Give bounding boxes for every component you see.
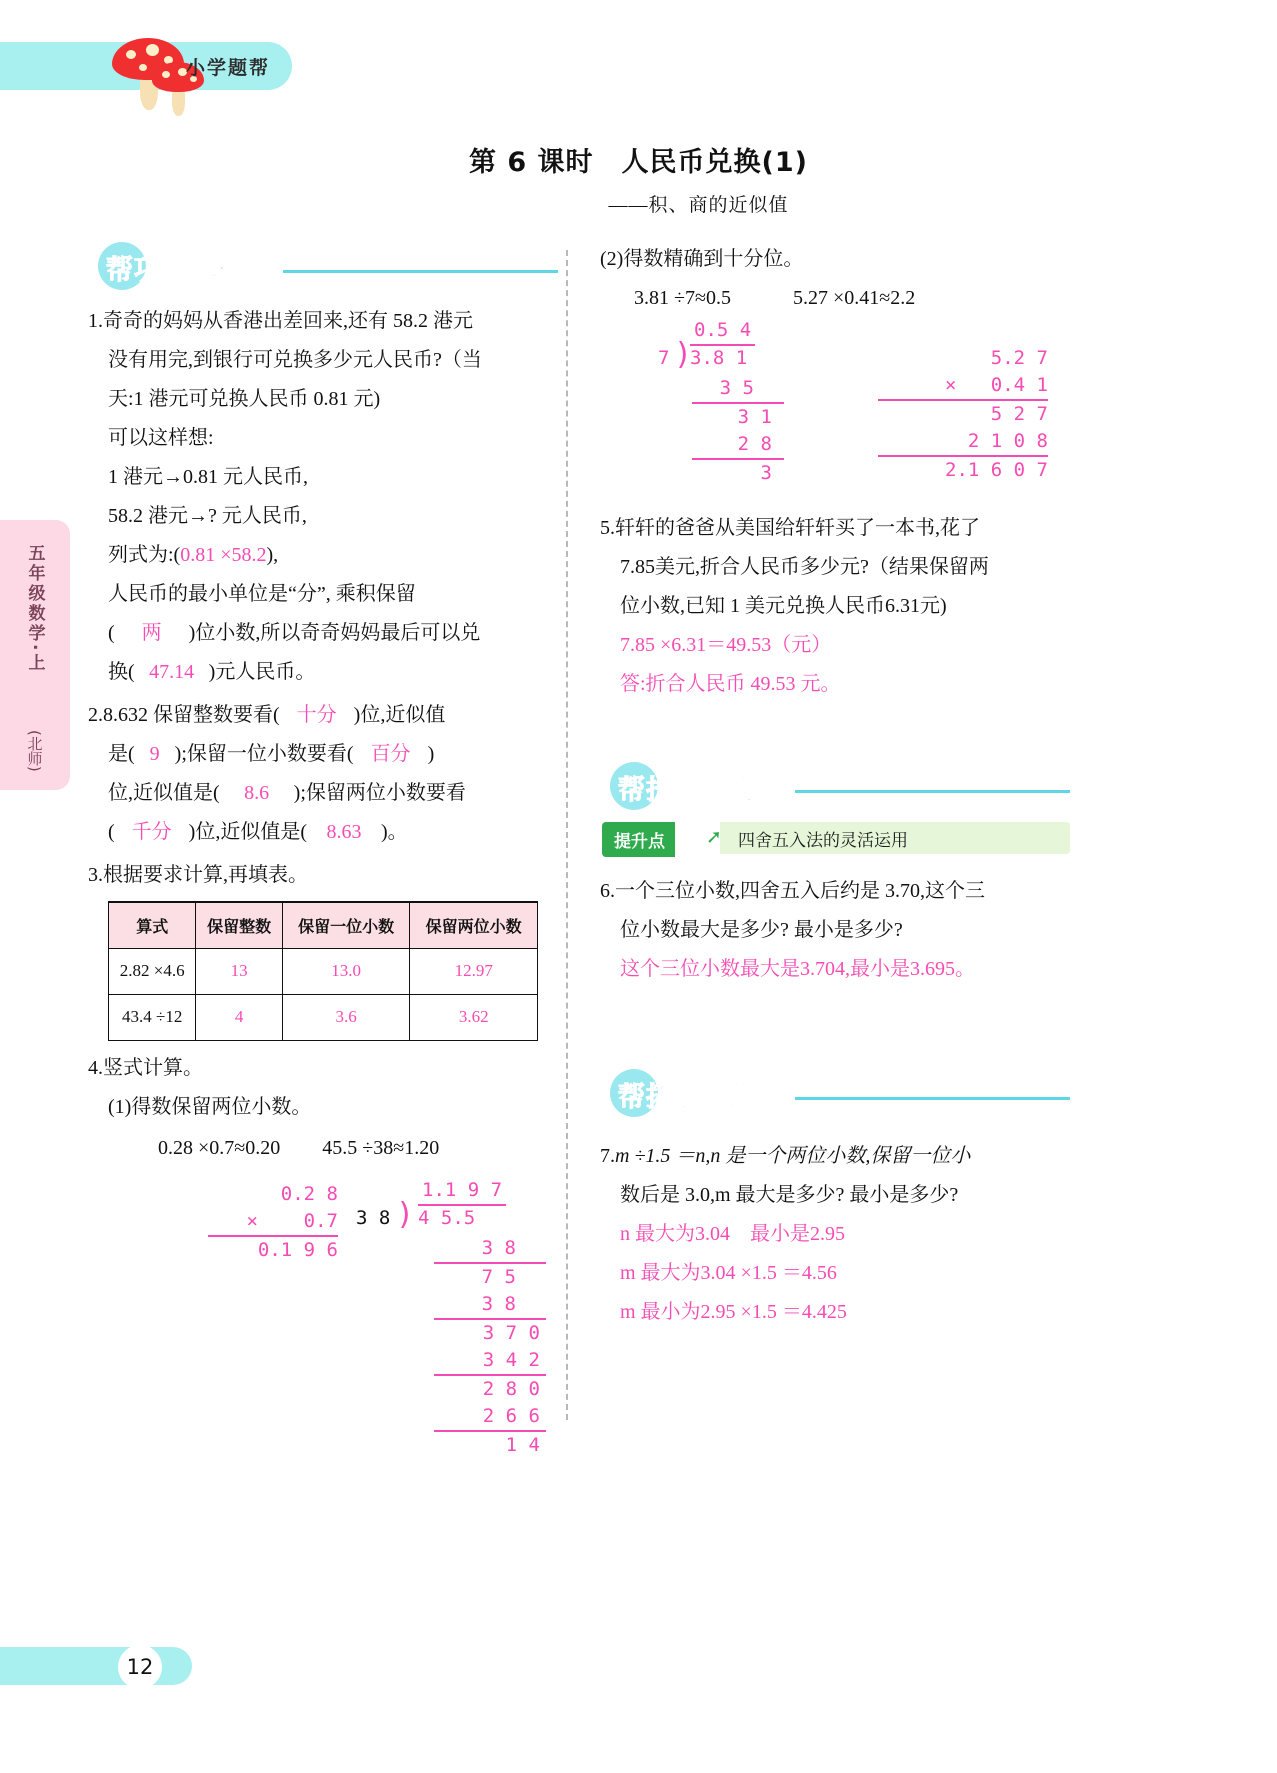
q2-p7: );保留两位小数要看 xyxy=(293,782,466,804)
section-header-expand xyxy=(600,1067,1070,1123)
brand-title: 小学题帮 xyxy=(186,57,271,79)
page-number: 12 xyxy=(118,1645,162,1689)
col-header-two-decimal: 保留两位小数 xyxy=(410,902,538,948)
right-column xyxy=(600,240,1070,1336)
table-row xyxy=(109,994,538,1040)
q2-p8: ( xyxy=(108,821,115,843)
cell-formula-1: 2.82 ×4.6 xyxy=(109,948,196,994)
q2-p4: );保留一位小数要看( xyxy=(174,743,354,765)
col-header-integer: 保留整数 xyxy=(196,902,282,948)
q4-expressions-row-2 xyxy=(634,281,1070,317)
q4-expr3-pre: 3.81 ÷7≈ xyxy=(634,287,706,309)
q4-div1-step1: 3 8 xyxy=(434,1235,546,1264)
q4-mult2-line3: 5 2 7 xyxy=(878,399,1048,428)
question-4 xyxy=(88,1049,558,1127)
side-tab xyxy=(0,520,70,790)
question-5 xyxy=(600,509,1070,704)
q4-mult2-line2: × 0.4 1 xyxy=(945,374,1048,396)
q7-line2: 数后是 3.0,m 最大是多少? 最小是多少? xyxy=(620,1184,959,1206)
q1-answer-decimals: 两 xyxy=(141,622,162,644)
q2-p2: )位,近似值 xyxy=(353,704,446,726)
q4-div2-step1: 3 5 xyxy=(692,375,784,404)
q4-div2-divisor: 7 xyxy=(658,347,670,369)
q5-line3: 位小数,已知 1 美元兑换人民币6.31元) xyxy=(620,595,947,617)
q4-expr1-answer: 0.20 xyxy=(245,1136,281,1159)
q4-number: 4. xyxy=(88,1056,103,1079)
q4-mult2-line1: 5.2 7 xyxy=(990,347,1048,369)
q4-mult1-block xyxy=(208,1181,338,1264)
q4-sub2-text: (2)得数精确到十分位。 xyxy=(600,248,804,270)
arrow-icon: ➚ xyxy=(706,827,722,848)
tip-bar xyxy=(602,822,1070,858)
q4-div1-divisor: 3 8 xyxy=(356,1206,391,1229)
q6-line2: 位小数最大是多少? 最小是多少? xyxy=(620,919,903,941)
cell-one-1: 13.0 xyxy=(282,948,410,994)
q4-expr4-pre: 5.27 ×0.41≈ xyxy=(792,287,891,309)
q4-mult1-line2: × 0.7 xyxy=(246,1209,338,1232)
question-1 xyxy=(88,302,558,692)
q1-answer-amount: 47.14 xyxy=(149,661,195,683)
q4-mult2-line4: 2 1 0 8 xyxy=(967,430,1048,452)
q2-p5: ) xyxy=(427,743,435,765)
footer-bar xyxy=(0,1647,192,1685)
q7-number: 7. xyxy=(600,1145,615,1167)
q2-answer-6: 8.63 xyxy=(326,821,362,843)
question-2 xyxy=(88,696,558,852)
q4-div1-step2: 7 5 xyxy=(481,1265,516,1288)
q4-div1-quotient: 1.1 9 7 xyxy=(418,1177,506,1206)
section-header-improve xyxy=(600,760,1070,816)
q1-number: 1. xyxy=(88,310,103,332)
q2-p3: 是( xyxy=(108,743,135,765)
column-divider xyxy=(566,250,568,1420)
q4-expr3-answer: 0.5 xyxy=(705,287,731,309)
q4-div1-step7: 2 6 6 xyxy=(434,1403,546,1432)
q6-answer: 这个三位小数最大是3.704,最小是3.695。 xyxy=(620,958,975,980)
section-rule xyxy=(795,790,1070,793)
q4-div1-step8: 1 4 xyxy=(505,1433,540,1456)
q1-line4: 可以这样想: xyxy=(108,427,214,449)
q5-answer-2: 答:折合人民币 49.53 元。 xyxy=(620,673,841,695)
q1-line9-pre: ( xyxy=(108,622,115,644)
q2-answer-5: 千分 xyxy=(131,821,172,843)
calculation-table xyxy=(108,901,538,1041)
q4-div1-step3: 3 8 xyxy=(434,1291,546,1320)
q3-text: 根据要求计算,再填表。 xyxy=(103,864,308,886)
cell-two-1: 12.97 xyxy=(410,948,538,994)
q4-expr2-answer: 1.20 xyxy=(404,1136,440,1159)
cell-int-1: 13 xyxy=(196,948,282,994)
q4-div2-dividend: 3.8 1 xyxy=(690,347,748,369)
q4-div1-bracket-icon: ) xyxy=(396,1196,415,1232)
section-title-improve: 帮提升能力 xyxy=(618,775,758,806)
q5-answer-1: 7.85 ×6.31＝49.53（元） xyxy=(620,634,832,656)
q1-line1: 奇奇的妈妈从香港出差回来,还有 58.2 港元 xyxy=(103,310,473,332)
side-tab-subject: 五年级数学·上 xyxy=(24,544,45,674)
q1-line10-pre: 换( xyxy=(108,661,135,683)
q1-answer-formula: 0.81 ×58.2 xyxy=(180,544,267,566)
q4-vertical-work-area-1 xyxy=(88,1177,558,1477)
q4-mult1-line1: 0.2 8 xyxy=(280,1182,338,1205)
section-title-expand: 帮拓展思维 xyxy=(618,1082,758,1113)
side-tab-edition: (北师) xyxy=(25,730,44,772)
q4-div2-step2: 3 1 xyxy=(737,406,772,428)
q4-vertical-work-area-2 xyxy=(600,317,1070,517)
q4-expr2-pre: 45.5 ÷38≈ xyxy=(322,1136,405,1159)
q4-div2-step3: 2 8 xyxy=(692,431,784,460)
q1-line6: 58.2 港元→? 元人民币, xyxy=(108,505,307,527)
col-header-one-decimal: 保留一位小数 xyxy=(282,902,410,948)
q4-div1-block xyxy=(356,1177,546,1459)
q3-number: 3. xyxy=(88,864,103,886)
q1-line7-pre: 列式为:( xyxy=(108,544,181,566)
q4-div1-step4: 3 7 0 xyxy=(482,1321,540,1344)
q1-line8: 人民币的最小单位是“分”, 乘积保留 xyxy=(108,583,416,605)
section-rule xyxy=(795,1097,1070,1100)
q1-line2: 没有用完,到银行可兑换多少元人民币?（当 xyxy=(108,349,482,371)
q4-div2-bracket-icon: ) xyxy=(674,337,693,372)
q6-number: 6. xyxy=(600,880,615,902)
q4-div2-block xyxy=(658,317,784,487)
q4-mult1-line3: 0.1 9 6 xyxy=(208,1235,338,1264)
q2-p1: 8.632 保留整数要看( xyxy=(103,704,280,726)
section-title-basics: 帮巩固基础 xyxy=(106,255,246,286)
table-row xyxy=(109,948,538,994)
question-3 xyxy=(88,856,558,895)
q2-answer-1: 十分 xyxy=(296,704,337,726)
q2-answer-4: 8.6 xyxy=(244,782,270,804)
question-6 xyxy=(600,872,1070,989)
cell-formula-2: 43.4 ÷12 xyxy=(109,994,196,1040)
q4-expressions-row-1 xyxy=(158,1131,558,1177)
cell-int-2: 4 xyxy=(196,994,282,1040)
q5-number: 5. xyxy=(600,517,615,539)
section-rule xyxy=(283,270,558,273)
q4-div1-step5: 3 4 2 xyxy=(434,1347,546,1376)
q4-div2-step4: 3 xyxy=(760,462,772,484)
q1-line10-post: )元人民币。 xyxy=(208,661,316,683)
tip-badge: 提升点 xyxy=(602,822,675,857)
q1-line9-post: )位小数,所以奇奇妈妈最后可以兑 xyxy=(188,622,481,644)
q4-expr1-pre: 0.28 ×0.7≈ xyxy=(158,1136,246,1159)
q2-p9: )位,近似值是( xyxy=(188,821,307,843)
q5-line1: 轩轩的爸爸从美国给轩轩买了一本书,花了 xyxy=(615,517,980,539)
cell-one-2: 3.6 xyxy=(282,994,410,1040)
left-column xyxy=(88,240,558,1477)
q4-text: 竖式计算。 xyxy=(103,1056,203,1079)
q7-answer-1: n 最大为3.04 最小是2.95 xyxy=(620,1223,845,1245)
q5-line2: 7.85美元,折合人民币多少元?（结果保留两 xyxy=(620,556,989,578)
q4-sub1: (1)得数保留两位小数。 xyxy=(108,1095,312,1118)
q4-div1-dividend: 4 5.5 xyxy=(418,1206,476,1229)
page-title: 第 6 课时 人民币兑换(1) xyxy=(468,147,809,178)
cell-two-2: 3.62 xyxy=(410,994,538,1040)
q4-div1-step6: 2 8 0 xyxy=(482,1377,540,1400)
q4-mult2-block xyxy=(878,345,1048,484)
table-header-row xyxy=(109,902,538,948)
q6-line1: 一个三位小数,四舍五入后约是 3.70,这个三 xyxy=(615,880,985,902)
q4-div2-quotient: 0.5 4 xyxy=(690,317,755,346)
section-header-basics xyxy=(88,240,558,296)
q4-mult2-line5: 2.1 6 0 7 xyxy=(878,455,1048,484)
q2-p6: 位,近似值是( xyxy=(108,782,220,804)
q2-p10: )。 xyxy=(381,821,408,843)
q4-sub2-label xyxy=(600,240,1070,279)
q2-answer-3: 百分 xyxy=(370,743,411,765)
q2-number: 2. xyxy=(88,704,103,726)
q1-line3: 天:1 港元可兑换人民币 0.81 元) xyxy=(108,388,381,410)
page-subtitle: ——积、商的近似值 xyxy=(608,195,789,216)
col-header-formula: 算式 xyxy=(109,902,196,948)
tip-text: 四舍五入法的灵活运用 xyxy=(720,822,1070,854)
q7-answer-3: m 最小为2.95 ×1.5 ＝4.425 xyxy=(620,1301,847,1323)
question-7 xyxy=(600,1137,1070,1332)
q1-line5: 1 港元→0.81 元人民币, xyxy=(108,466,308,488)
q4-expr4-answer: 2.2 xyxy=(890,287,916,309)
q2-answer-2: 9 xyxy=(149,743,160,765)
q7-answer-2: m 最大为3.04 ×1.5 ＝4.56 xyxy=(620,1262,837,1284)
q1-line7-post: ), xyxy=(266,544,279,566)
q7-line1: m ÷1.5 ＝n,n 是一个两位小数,保留一位小 xyxy=(615,1145,971,1167)
